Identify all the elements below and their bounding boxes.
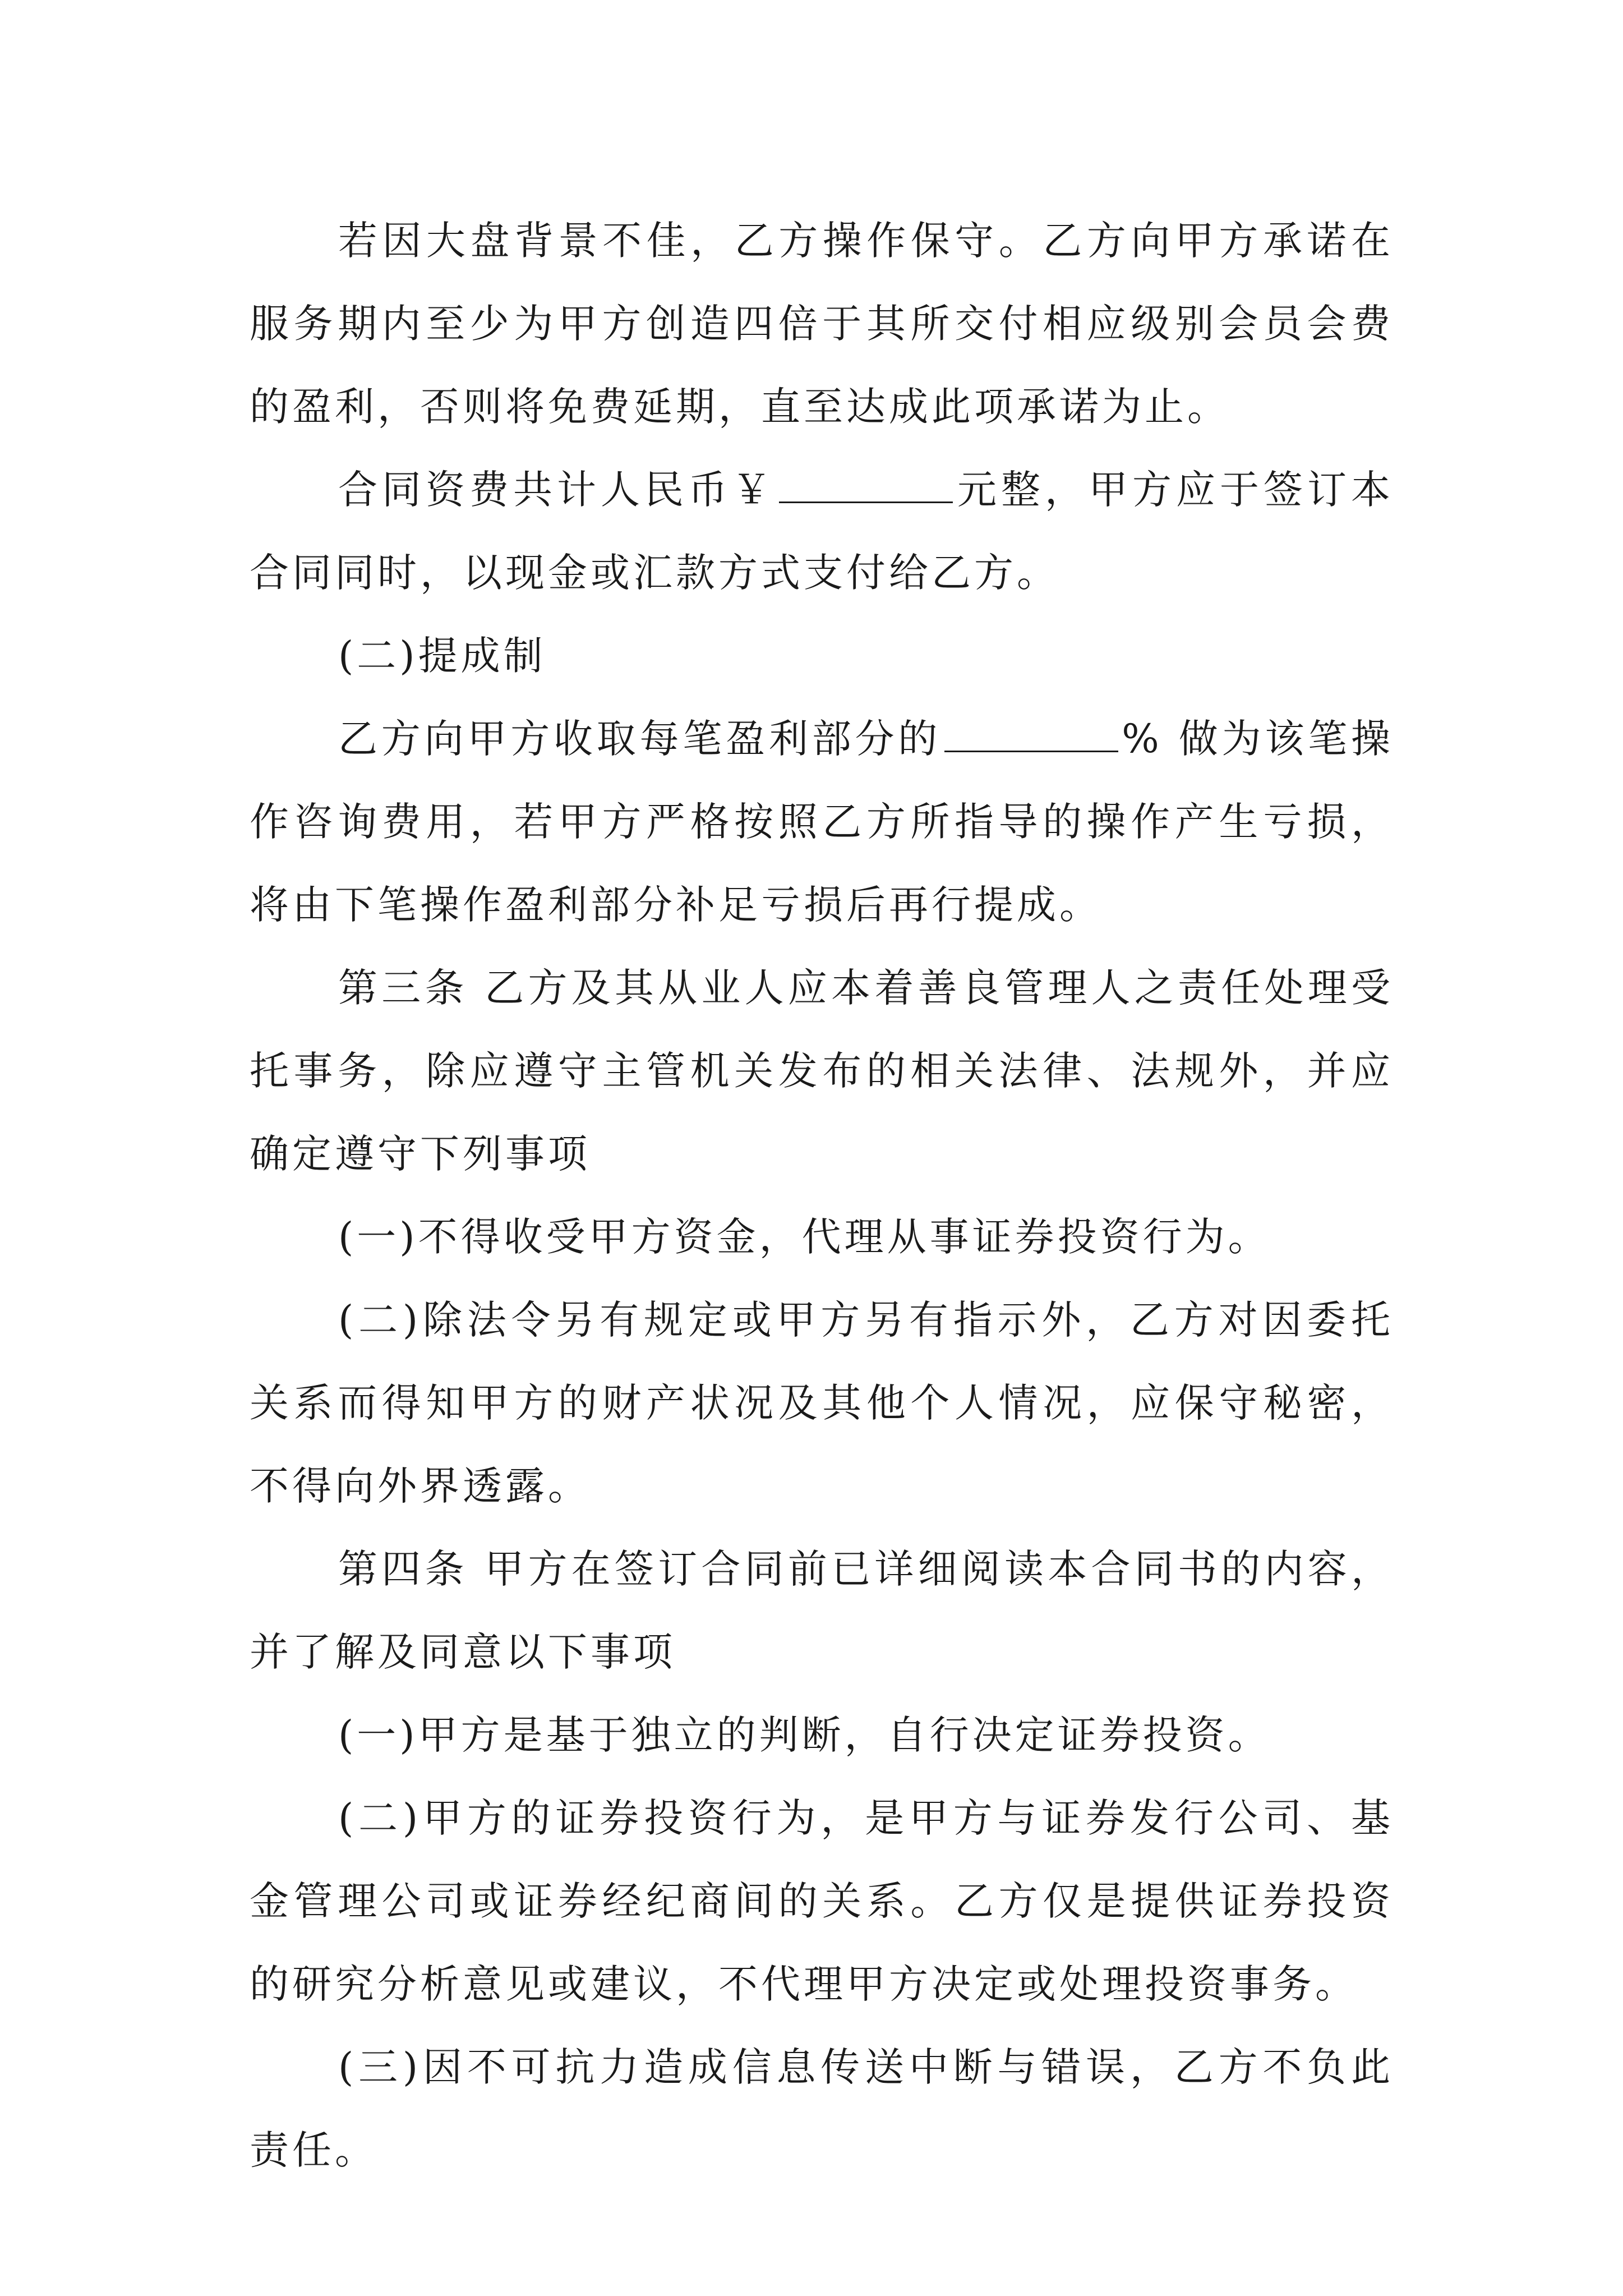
paragraph-text: 元整，甲方应于签订本合同同时，以现金或汇款方式支付给乙方。 (250, 467, 1394, 596)
article-four (250, 1527, 1394, 1694)
paragraph-profit-commitment (250, 199, 1394, 448)
article-four-item-two (250, 1777, 1394, 2026)
paragraph-contract-fee (250, 448, 1394, 614)
commission-percent-blank (944, 718, 1118, 752)
article-four-item-three (250, 2026, 1394, 2192)
paragraph-text: (二)提成制 (338, 633, 546, 679)
article-four-item-one (250, 1694, 1394, 1777)
paragraph-text: 第三条 乙方及其从业人应本着善良管理人之责任处理受托事务，除应遵守主管机关发布的相关法律、法规外，并应确定遵守下列事项 (250, 965, 1394, 1177)
paragraph-commission-rate (250, 697, 1394, 946)
article-three-item-one (250, 1195, 1394, 1278)
paragraph-text: (二)甲方的证券投资行为，是甲方与证券发行公司、基金管理公司或证券经纪商间的关系。乙方仅是提供证券投资的研究分析意见或建议，不代理甲方决定或处理投资事务。 (250, 1795, 1394, 2007)
paragraph-text: 乙方向甲方收取每笔盈利部分的 (338, 716, 942, 762)
paragraph-text: (一)甲方是基于独立的判断，自行决定证券投资。 (338, 1712, 1271, 1758)
paragraph-text: 合同资费共计人民币￥ (338, 467, 776, 513)
paragraph-text: 第四条 甲方在签订合同前已详细阅读本合同书的内容，并了解及同意以下事项 (250, 1546, 1394, 1675)
article-three-item-two (250, 1278, 1394, 1527)
heading-commission-system (250, 614, 1394, 697)
article-three (250, 946, 1394, 1195)
document-body (250, 199, 1394, 2192)
paragraph-text: (一)不得收受甲方资金，代理从事证券投资行为。 (338, 1214, 1271, 1260)
fee-amount-blank (779, 469, 953, 503)
paragraph-text: (二)除法令另有规定或甲方另有指示外，乙方对因委托关系而得知甲方的财产状况及其他个人情况，应保守秘密，不得向外界透露。 (250, 1297, 1394, 1509)
paragraph-text: % 做为该笔操作咨询费用，若甲方严格按照乙方所指导的操作产生亏损，将由下笔操作盈利部分补足亏损后再行提成。 (250, 716, 1394, 928)
paragraph-text: (三)因不可抗力造成信息传送中断与错误，乙方不负此责任。 (250, 2044, 1394, 2173)
paragraph-text: 若因大盘背景不佳，乙方操作保守。乙方向甲方承诺在服务期内至少为甲方创造四倍于其所交付相应级别会员会费的盈利，否则将免费延期，直至达成此项承诺为止。 (250, 218, 1394, 430)
